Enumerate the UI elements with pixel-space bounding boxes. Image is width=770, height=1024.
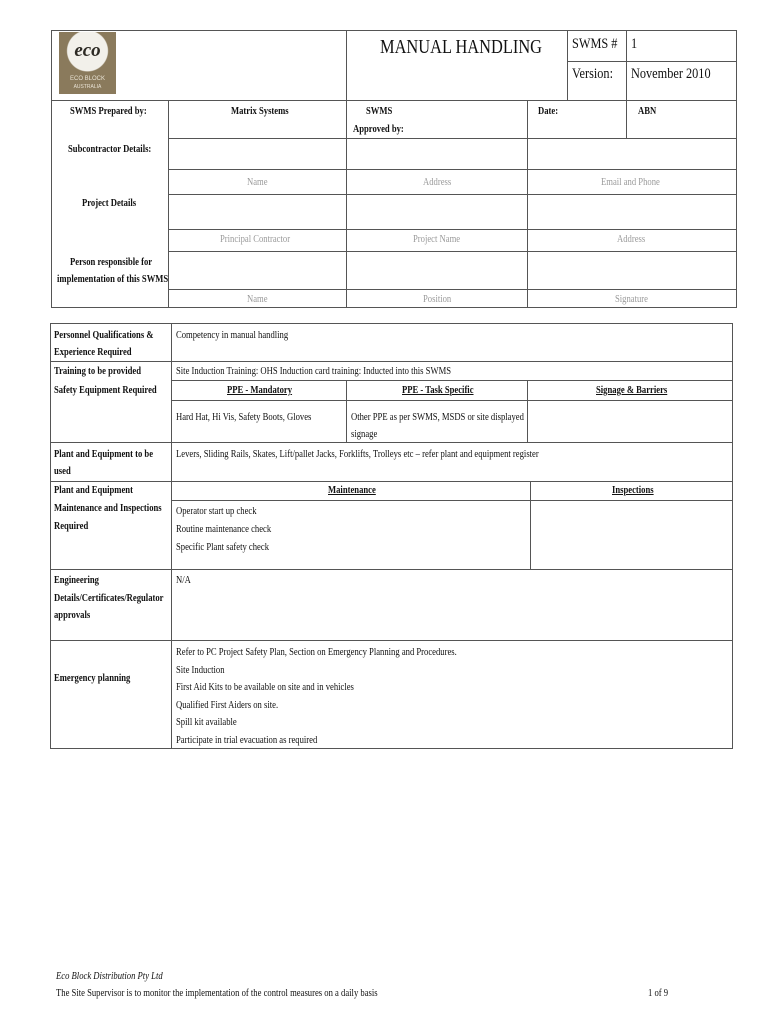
subcontractor-name-caption: Name — [247, 177, 268, 188]
emergency-item: Qualified First Aiders on site. — [176, 700, 279, 711]
safety-equipment-label: Safety Equipment Required — [54, 385, 157, 396]
prepared-by-label: SWMS Prepared by: — [70, 106, 147, 117]
swms-number-value: 1 — [631, 36, 638, 52]
ppe-mandatory-heading: PPE - Mandatory — [227, 385, 293, 396]
person-position-caption: Position — [423, 294, 452, 305]
emergency-label: Emergency planning — [54, 673, 131, 684]
maintenance-item: Operator start up check — [176, 506, 257, 517]
project-details-label: Project Details — [82, 198, 137, 209]
emergency-item: First Aid Kits to be available on site and in vehicles — [176, 682, 354, 693]
signage-heading: Signage & Barriers — [596, 385, 668, 396]
plant-value: Levers, Sliding Rails, Skates, Lift/pallet Jacks, Forklifts, Trolleys etc – refer plant and equipment register — [176, 449, 539, 460]
footer-company: Eco Block Distribution Pty Ltd — [56, 971, 163, 982]
emergency-item: Refer to PC Project Safety Plan, Section on Emergency Planning and Procedures. — [176, 647, 457, 658]
qualifications-label-2: Experience Required — [54, 347, 132, 358]
qualifications-value: Competency in manual handling — [176, 330, 289, 341]
date-label: Date: — [538, 106, 559, 117]
emergency-item: Site Induction — [176, 665, 225, 676]
maintenance-heading: Maintenance — [328, 485, 376, 496]
maintenance-label-1: Plant and Equipment — [54, 485, 133, 496]
ppe-task-value-2: signage — [351, 429, 378, 440]
engineering-label-3: approvals — [54, 610, 91, 621]
emergency-item: Spill kit available — [176, 717, 237, 728]
project-address-caption: Address — [617, 234, 646, 245]
page-title: MANUAL HANDLING — [380, 36, 543, 58]
maintenance-label-2: Maintenance and Inspections — [54, 503, 162, 514]
ppe-mandatory-value: Hard Hat, Hi Vis, Safety Boots, Gloves — [176, 412, 312, 423]
training-value: Site Induction Training: OHS Induction card training: Inducted into this SWMS — [176, 366, 452, 377]
logo-brand: eco — [74, 40, 101, 61]
subcontractor-email-caption: Email and Phone — [601, 177, 660, 188]
subcontractor-label: Subcontractor Details: — [68, 144, 152, 155]
version-label: Version: — [572, 66, 613, 82]
approved-by-label-2: Approved by: — [353, 124, 404, 135]
person-signature-caption: Signature — [615, 294, 649, 305]
plant-label-2: used — [54, 466, 71, 477]
engineering-value: N/A — [176, 575, 191, 586]
principal-contractor-caption: Principal Contractor — [220, 234, 291, 245]
emergency-item: Participate in trial evacuation as required — [176, 735, 318, 746]
prepared-by-value: Matrix Systems — [231, 106, 289, 117]
ppe-task-value-1: Other PPE as per SWMS, MSDS or site displayed — [351, 412, 524, 423]
footer-note: The Site Supervisor is to monitor the implementation of the control measures on a daily basis — [56, 988, 378, 999]
approved-by-label-1: SWMS — [366, 106, 393, 117]
swms-number-label: SWMS # — [572, 36, 618, 52]
company-logo — [59, 32, 116, 94]
maintenance-item: Routine maintenance check — [176, 524, 272, 535]
abn-label: ABN — [638, 106, 657, 117]
project-name-caption: Project Name — [413, 234, 461, 245]
page-number: 1 of 9 — [648, 988, 669, 999]
version-value: November 2010 — [631, 66, 711, 82]
maintenance-label-3: Required — [54, 521, 89, 532]
logo-line1: ECO BLOCK — [69, 76, 105, 82]
plant-label-1: Plant and Equipment to be — [54, 449, 154, 460]
engineering-label-1: Engineering — [54, 575, 99, 586]
inspections-heading: Inspections — [612, 485, 654, 496]
qualifications-label-1: Personnel Qualifications & — [54, 330, 154, 341]
maintenance-item: Specific Plant safety check — [176, 542, 270, 553]
training-label: Training to be provided — [54, 366, 141, 377]
engineering-label-2: Details/Certificates/Regulator — [54, 593, 164, 604]
ppe-task-heading: PPE - Task Specific — [402, 385, 474, 396]
person-responsible-label-2: implementation of this SWMS — [57, 274, 169, 285]
logo-line2: AUSTRALIA — [73, 84, 102, 90]
subcontractor-address-caption: Address — [423, 177, 452, 188]
person-responsible-label-1: Person responsible for — [70, 257, 153, 268]
person-name-caption: Name — [247, 294, 268, 305]
